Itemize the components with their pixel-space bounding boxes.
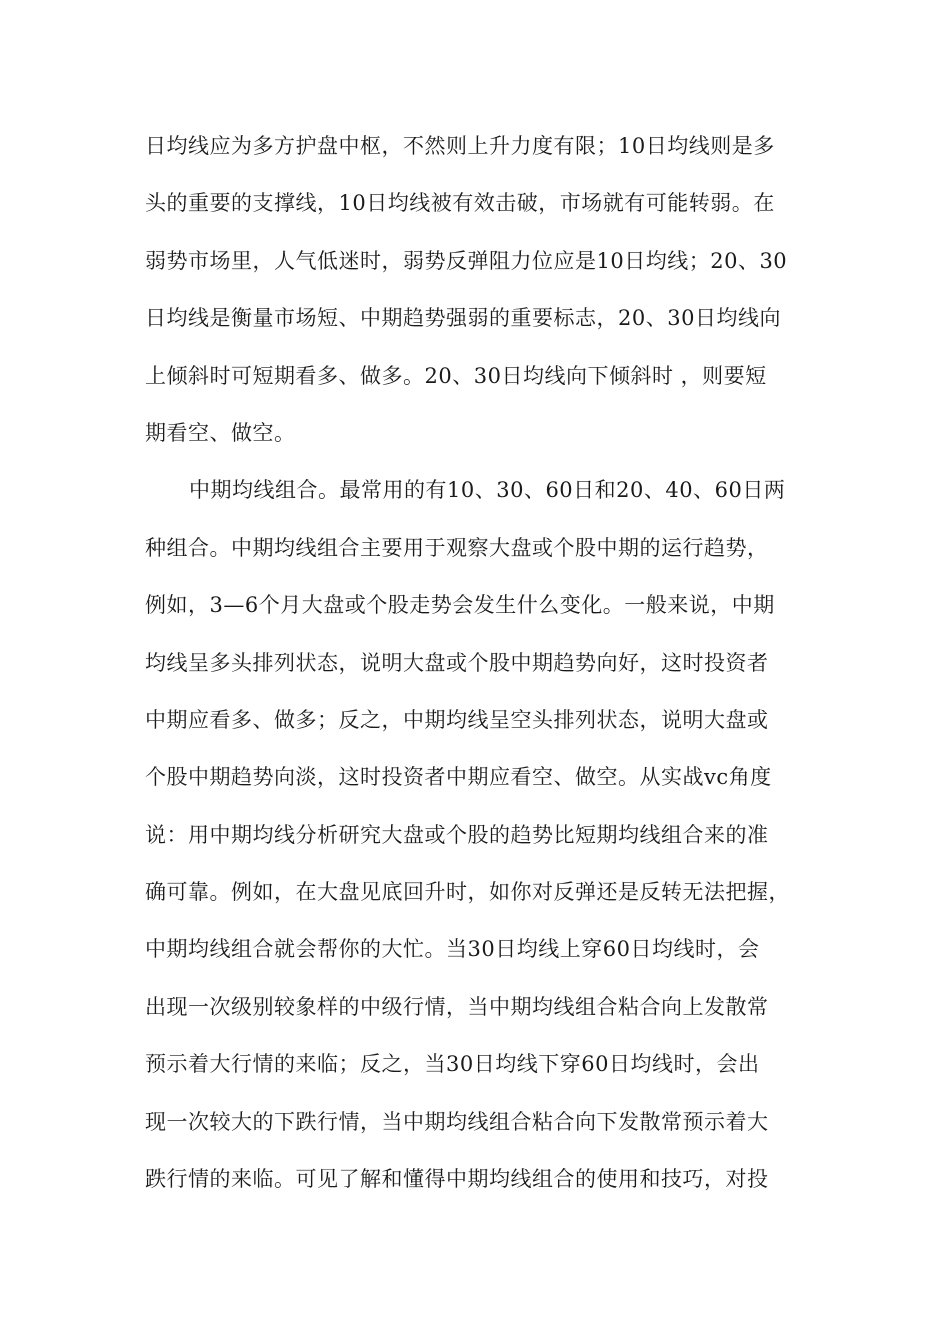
paragraph-start-line: 中期均线组合。最常用的有10、30、60日和20、40、60日两 [189,478,786,503]
text-line: 中期均线组合就会帮你的大忙。当30日均线上穿60日均线时，会 [145,937,760,962]
text-line: 出现一次级别较象样的中级行情，当中期均线组合粘合向上发散常 [145,994,769,1019]
text-line: 中期应看多、做多；反之，中期均线呈空头排列状态，说明大盘或 [145,707,769,732]
text-line: 弱势市场里，人气低迷时，弱势反弹阻力位应是10日均线；20、30 [145,248,788,273]
text-line: 日均线是衡量市场短、中期趋势强弱的重要标志，20、30日均线向 [145,306,781,331]
text-line: 日均线应为多方护盘中枢，不然则上升力度有限；10日均线则是多 [145,134,775,158]
text-line: 种组合。中期均线组合主要用于观察大盘或个股中期的运行趋势， [145,535,769,560]
text-line: 跌行情的来临。可见了解和懂得中期均线组合的使用和技巧，对投 [145,1167,769,1192]
text-line: 现一次较大的下跌行情，当中期均线组合粘合向下发散常预示着大 [145,1109,769,1134]
text-line: 说：用中期均线分析研究大盘或个股的趋势比短期均线组合来的准 [145,822,769,847]
text-line: 上倾斜时可短期看多、做多。20、30日均线向下倾斜时 ，则要短 [145,363,767,388]
text-line: 期看空、做空。 [145,420,296,445]
text-line: 例如，3—6个月大盘或个股走势会发生什么变化。一般来说，中期 [145,593,775,618]
text-line: 头的重要的支撑线，10日均线被有效击破，市场就有可能转弱。在 [145,191,775,216]
text-line: 预示着大行情的来临；反之，当30日均线下穿60日均线时，会出 [145,1052,760,1077]
body-text [145,126,805,1216]
text-line: 均线呈多头排列状态，说明大盘或个股中期趋势向好，这时投资者 [145,650,769,675]
text-line: 确可靠。例如，在大盘见底回升时，如你对反弹还是反转无法把握， [145,880,790,905]
text-line: 个股中期趋势向淡，这时投资者中期应看空、做空。从实战vc角度 [145,765,772,790]
